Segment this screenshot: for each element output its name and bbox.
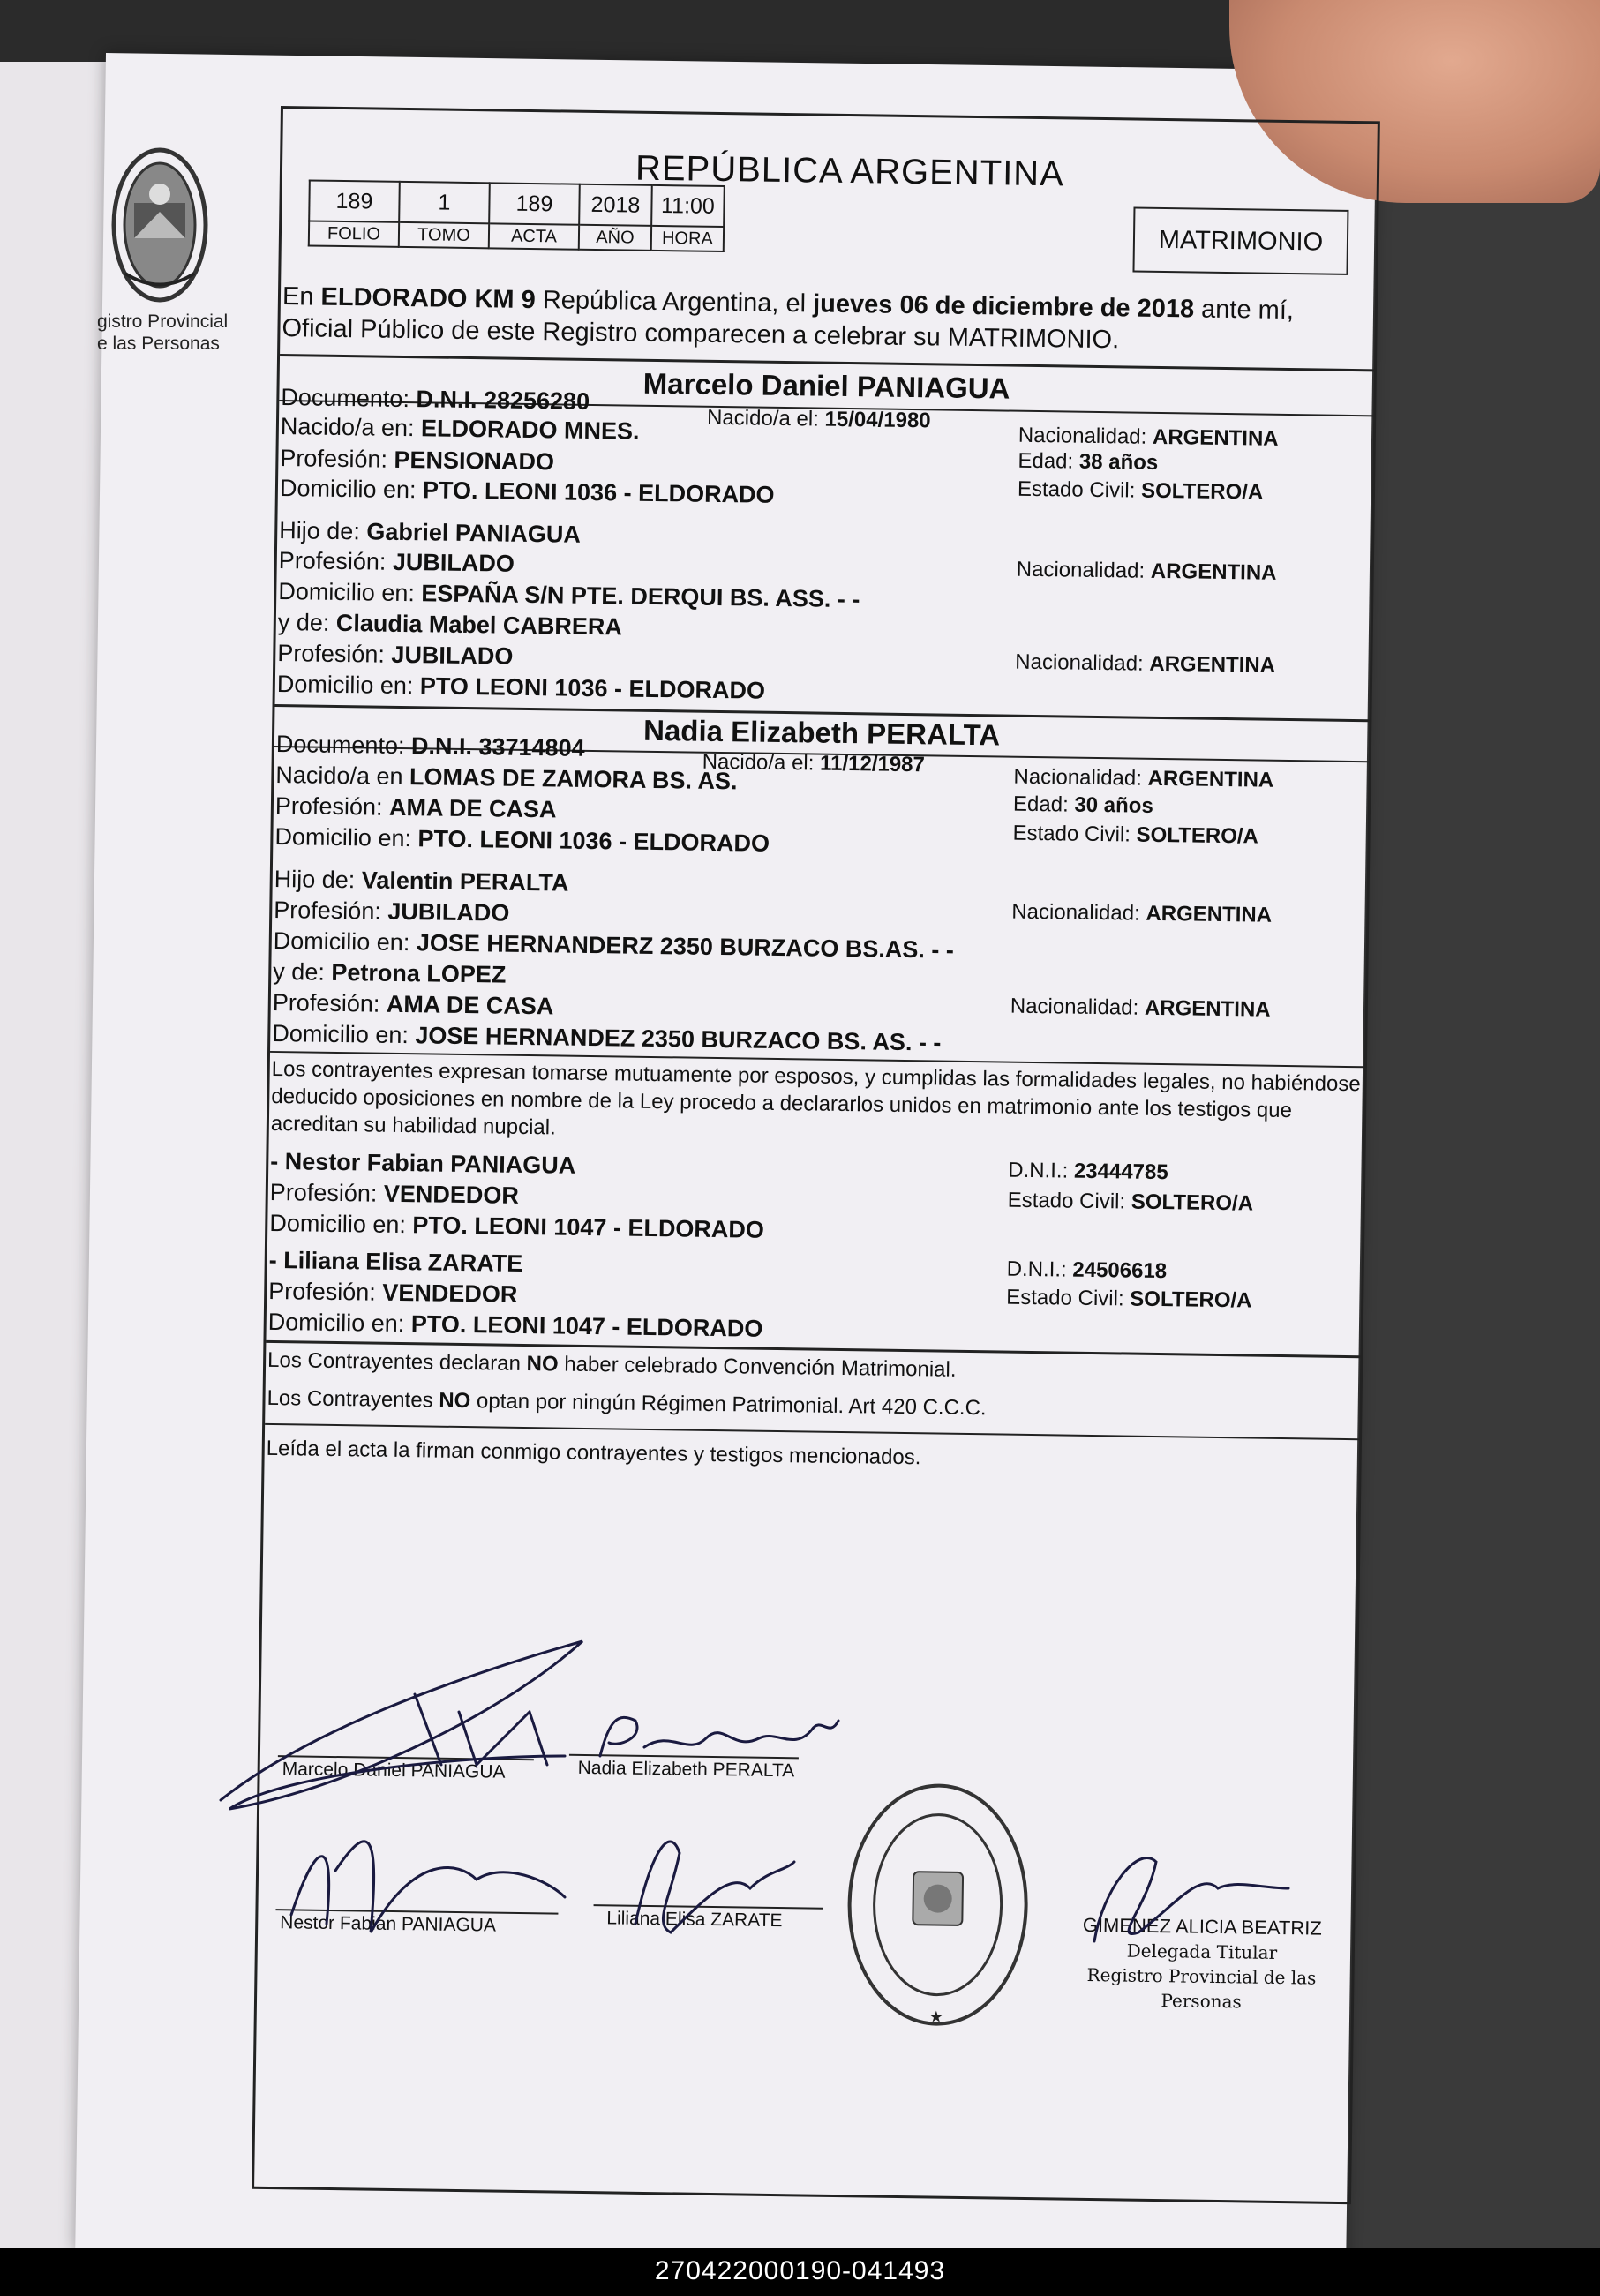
regime-line-2c: optan por ningún Régimen Patrimonial. Art 420 C.C.C. [470,1389,987,1421]
witness2-addr: PTO. LEONI 1047 - ELDORADO [410,1310,763,1342]
witness1-prof: VENDEDOR [383,1180,520,1209]
spouse1-father-prof-label: Profesión: [278,547,387,575]
spouse1-father-nat: ARGENTINA [1150,559,1277,585]
country-title: REPÚBLICA ARGENTINA [635,148,1065,194]
spouse1-father-nat-label: Nacionalidad: [1016,557,1146,583]
spouse1-mother-addr: PTO LEONI 1036 - ELDORADO [419,672,766,704]
witness1-addr: PTO. LEONI 1047 - ELDORADO [412,1212,765,1243]
witness2-civil-label: Estado Civil: [1006,1285,1124,1311]
spouse2-prof: AMA DE CASA [388,793,557,823]
divider [265,1423,1359,1440]
witness2-name: - Liliana Elisa ZARATE [268,1246,523,1277]
witness2-prof-label: Profesión: [268,1277,377,1306]
marriage-certificate-form [252,106,1380,2204]
spouse1-age-label: Edad: [1018,448,1074,474]
spouse1-doc: D.N.I. 28256280 [416,386,590,415]
signature-label-1: Marcelo Daniel PANIAGUA [282,1759,506,1782]
spouse2-born-place: LOMAS DE ZAMORA BS. AS. [409,763,738,795]
spouse1-father-addr: ESPAÑA S/N PTE. DERQUI BS. ASS. - - [421,580,860,613]
witness2-addr-label: Domicilio en: [267,1308,405,1338]
acta-label: ACTA [489,223,579,249]
seal-caption [97,311,228,355]
anio-label: AÑO [579,225,651,251]
witness2-dni-label: D.N.I.: [1006,1257,1067,1282]
spouse2-nat: ARGENTINA [1147,766,1274,792]
spouse1-father-addr-label: Domicilio en: [278,578,416,607]
witness1-dni: 23444785 [1073,1159,1168,1185]
spouse1-mother-nat-label: Nacionalidad: [1015,649,1144,676]
tomo-label: TOMO [399,222,489,248]
provincial-seal-icon [108,141,212,309]
seal-line-1: gistro Provincial [97,311,229,332]
spouse2-nat-label: Nacionalidad: [1013,764,1143,791]
spouse2-father-addr-label: Domicilio en: [273,927,410,957]
anio-value: 2018 [579,184,652,226]
intro-place: ELDORADO KM 9 [320,282,537,315]
regime-line-2a: Los Contrayentes [267,1385,439,1413]
folio-value: 189 [309,180,400,221]
intro-part-2: República Argentina, el [535,286,814,319]
spouse1-mother-addr-label: Domicilio en: [276,671,414,700]
tomo-value: 1 [399,182,490,223]
spouse2-mother-nat: ARGENTINA [1144,995,1271,1022]
witness1-addr-label: Domicilio en: [269,1209,407,1239]
spouse1-mother-prof-label: Profesión: [277,640,386,668]
spouse2-father-nat-label: Nacionalidad: [1011,899,1140,926]
hora-value: 11:00 [651,185,725,227]
spouse2-age: 30 años [1074,792,1153,818]
intro-text [282,281,1373,359]
regime-line-1a: Los Contrayentes declaran [267,1347,527,1377]
spouse1-mother-label: y de: [277,609,330,636]
spouse1-nat: ARGENTINA [1152,424,1279,451]
spouse2-born-date-label: Nacido/a el: [702,749,815,776]
official-office: Registro Provincial de las Personas [1086,1963,1317,2013]
spouse2-mother-label: y de: [273,957,326,986]
spouse1-father: Gabriel PANIAGUA [366,518,582,548]
spouse2-addr: PTO. LEONI 1036 - ELDORADO [417,825,770,857]
spouse1-born-place: ELDORADO MNES. [420,415,640,445]
registry-stamp-icon [839,1775,1037,2034]
spouse2-mother-addr-label: Domicilio en: [272,1019,409,1049]
official-role: Delegada Titular [1126,1940,1278,1963]
spouse1-born-place-label: Nacido/a en: [280,413,415,442]
footer-code: 270422000190-041493 [654,2256,946,2285]
spouse2-mother-addr: JOSE HERNANDEZ 2350 BURZACO BS. AS. - - [415,1022,942,1056]
spouse2-prof-label: Profesión: [274,792,383,821]
intro-part-1: En [282,282,321,311]
closing-text: Leída el acta la firman conmigo contrayentes y testigos mencionados. [266,1436,921,1470]
spouse1-prof-label: Profesión: [280,445,388,473]
witness1-prof-label: Profesión: [269,1178,378,1207]
witness1-name: - Nestor Fabian PANIAGUA [270,1147,576,1179]
spouse2-doc: D.N.I. 33714804 [410,732,585,762]
spouse1-father-label: Hijo de: [279,517,361,545]
svg-text:★: ★ [928,2007,944,2026]
intro-date: jueves 06 de diciembre de 2018 [812,289,1195,324]
folio-label: FOLIO [309,221,399,246]
spouse2-father: Valentin PERALTA [361,867,569,897]
spouse1-nat-label: Nacionalidad: [1018,423,1147,449]
spouse1-born-date: 15/04/1980 [824,407,931,433]
spouse1-name: Marcelo Daniel PANIAGUA [642,366,1010,405]
spouse1-age: 38 años [1078,449,1159,475]
witness1-civil: SOLTERO/A [1131,1189,1254,1216]
intro-line-2: Oficial Público de este Registro comparecen a celebrar su MATRIMONIO. [282,314,1120,355]
spouse2-doc-label: Documento: [275,731,405,760]
spouse2-mother: Petrona LOPEZ [331,958,507,988]
spouse2-name: Nadia Elizabeth PERALTA [642,713,1001,752]
seal-line-2: e las Personas [97,334,220,354]
regime-line-2b: NO [439,1388,471,1414]
spouse2-civil: SOLTERO/A [1136,822,1259,849]
spouse2-father-prof-label: Profesión: [274,896,382,925]
spouse1-mother: Claudia Mabel CABRERA [335,609,623,641]
spouse2-born-date: 11/12/1987 [819,751,926,777]
spouse2-father-label: Hijo de: [274,865,356,894]
witness2-prof: VENDEDOR [382,1279,518,1308]
witness1-dni-label: D.N.I.: [1008,1158,1069,1183]
spouse2-addr-label: Domicilio en: [274,822,412,852]
regime-line-1b: NO [526,1352,559,1377]
spouse1-born-date-label: Nacido/a el: [706,405,820,431]
spouse1-addr-label: Domicilio en: [279,475,417,504]
spouse1-civil: SOLTERO/A [1140,478,1264,505]
signature-label-4: Liliana Elisa ZARATE [606,1908,783,1932]
spouse2-mother-nat-label: Nacionalidad: [1010,994,1139,1020]
signature-label-3: Nestor Fabian PANIAGUA [280,1912,497,1936]
witness2-civil: SOLTERO/A [1130,1287,1252,1313]
spouse2-mother-prof: AMA DE CASA [386,990,554,1020]
record-meta-table [308,179,725,252]
intro-part-3: ante mí, [1193,295,1295,326]
spouse2-father-addr: JOSE HERNANDERZ 2350 BURZACO BS.AS. - - [416,929,955,964]
spouse1-father-prof: JUBILADO [392,548,515,577]
official-block [1051,1912,1353,2015]
regime-line-1c: haber celebrado Convención Matrimonial. [558,1352,957,1382]
spouse2-civil-label: Estado Civil: [1012,821,1131,847]
spouse2-father-prof: JUBILADO [387,897,510,927]
spouse2-age-label: Edad: [1012,792,1069,817]
spouse1-mother-prof: JUBILADO [391,641,514,670]
spouse1-mother-nat: ARGENTINA [1149,651,1276,678]
spouse1-doc-label: Documento: [281,384,410,413]
spouse1-addr: PTO. LEONI 1036 - ELDORADO [422,476,775,508]
witness2-dni: 24506618 [1072,1257,1168,1284]
spouse1-prof: PENSIONADO [394,446,555,476]
spouse1-civil-label: Estado Civil: [1017,476,1136,503]
document-type-box: MATRIMONIO [1132,207,1348,275]
hora-label: HORA [651,226,724,251]
acta-value: 189 [489,183,580,224]
spouse2-father-nat: ARGENTINA [1146,901,1273,927]
signature-label-2: Nadia Elizabeth PERALTA [577,1757,795,1782]
declaration-text: Los contrayentes expresan tomarse mutuamente por esposos, y cumplidas las formalidades legales, no habiéndose deducido oposiciones en nombre de la Ley procedo a declararlos unidos en matrimonio ante los testigos que acreditan su habilidad nupcial. [270,1056,1361,1140]
official-name: GIMENEZ ALICIA BEATRIZ [1082,1913,1322,1940]
spouse2-born-place-label: Nacido/a en [275,761,403,791]
witness1-civil-label: Estado Civil: [1007,1188,1126,1214]
spouse2-mother-prof-label: Profesión: [272,988,380,1017]
